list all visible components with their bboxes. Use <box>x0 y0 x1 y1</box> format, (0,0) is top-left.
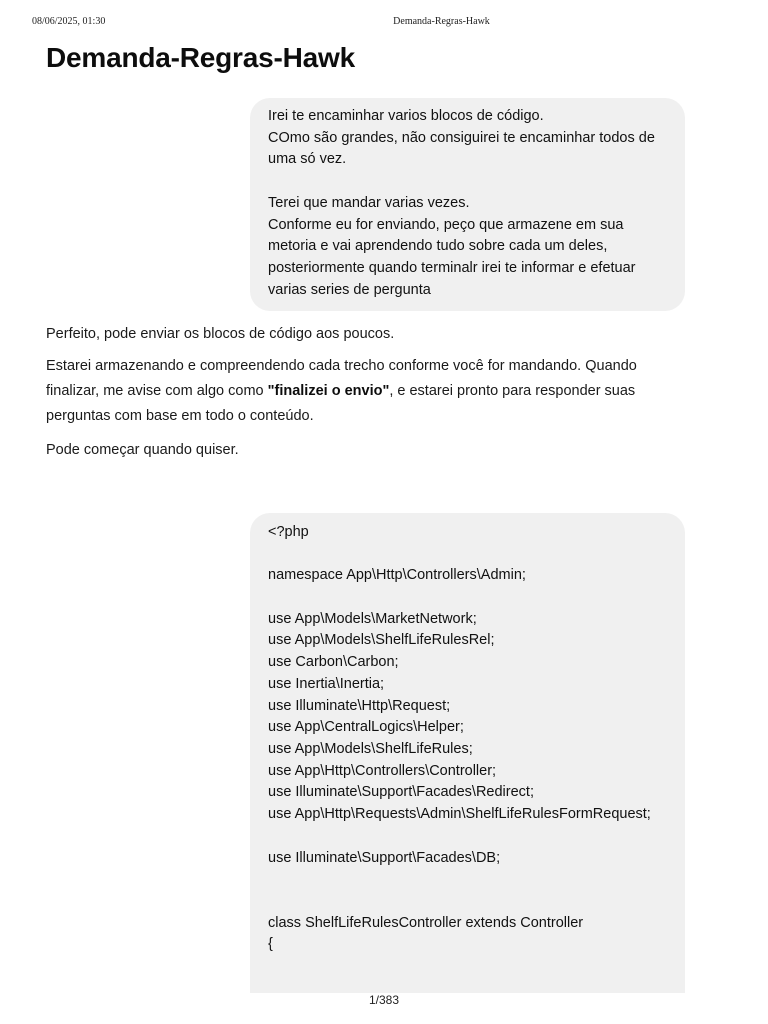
code-line: namespace App\Http\Controllers\Admin; <box>268 567 526 584</box>
code-line: <?php <box>268 524 309 540</box>
code-line: use Illuminate\Http\Request; <box>268 697 451 714</box>
code-line: use App\Http\Controllers\Controller; <box>268 762 497 779</box>
page-number: 1/383 <box>368 993 400 1007</box>
assistant-bold-text: "finalizei o envio" <box>267 383 390 399</box>
code-line: use App\Models\ShelfLifeRules; <box>268 741 473 757</box>
code-line <box>268 826 667 848</box>
code-line: use App\Models\ShelfLifeRulesRel; <box>268 632 495 649</box>
code-line: use App\Http\Requests\Admin\ShelfLifeRulesFormRequest; <box>268 806 651 823</box>
code-line: class ShelfLifeRulesController extends Controller <box>268 914 584 931</box>
code-line: use App\Models\MarketNetwork; <box>268 610 477 627</box>
assistant-text <box>46 354 686 429</box>
assistant-text: Pode começar quando quiser. <box>46 442 239 458</box>
page-title: Demanda-Regras-Hawk <box>46 42 355 73</box>
assistant-text-span: , e estarei pronto para responder suas perguntas com base em todo o conteúdo. <box>46 383 636 424</box>
code-line <box>268 891 667 913</box>
user-message-line: metoria e vai aprendendo tudo sobre cada um deles, <box>268 238 608 255</box>
code-line: use Carbon\Carbon; <box>268 654 399 671</box>
user-message-line: varias series de pergunta <box>268 281 431 298</box>
user-message-line: Conforme eu for enviando, peço que armazene em sua <box>268 216 624 233</box>
user-message-bubble <box>250 98 685 311</box>
assistant-paragraph <box>46 322 686 347</box>
print-date: 08/06/2025, 01:30 <box>32 16 106 27</box>
assistant-text-span: Estarei armazenando e compreendendo cada trecho conforme você for mandando. Quando finalizar, me avise com algo como <box>46 358 637 399</box>
user-message-line: posteriormente quando terminalr irei te informar e efetuar <box>268 259 636 276</box>
code-line: use App\CentralLogics\Helper; <box>268 719 464 736</box>
print-doc-title: Demanda-Regras-Hawk <box>393 16 490 27</box>
user-message-line <box>268 171 667 193</box>
code-line: { <box>268 936 273 953</box>
code-line: use Inertia\Inertia; <box>268 675 385 692</box>
code-line: use Illuminate\Support\Facades\Redirect; <box>268 784 534 801</box>
user-message-line: uma só vez. <box>268 151 347 168</box>
user-message-line: COmo são grandes, não consiguirei te encaminhar todos de <box>268 129 655 146</box>
code-line <box>268 869 667 891</box>
user-code-message-bubble <box>250 513 685 993</box>
user-message-line: Terei que mandar varias vezes. <box>268 194 470 211</box>
print-header <box>0 16 768 30</box>
assistant-paragraph <box>46 354 686 429</box>
user-message-line: Irei te encaminhar varios blocos de código. <box>268 108 544 124</box>
assistant-text: Perfeito, pode enviar os blocos de código aos poucos. <box>46 326 395 342</box>
code-line: use Illuminate\Support\Facades\DB; <box>268 849 501 866</box>
assistant-paragraph <box>46 438 686 463</box>
code-line <box>268 587 667 609</box>
code-line <box>268 544 667 566</box>
